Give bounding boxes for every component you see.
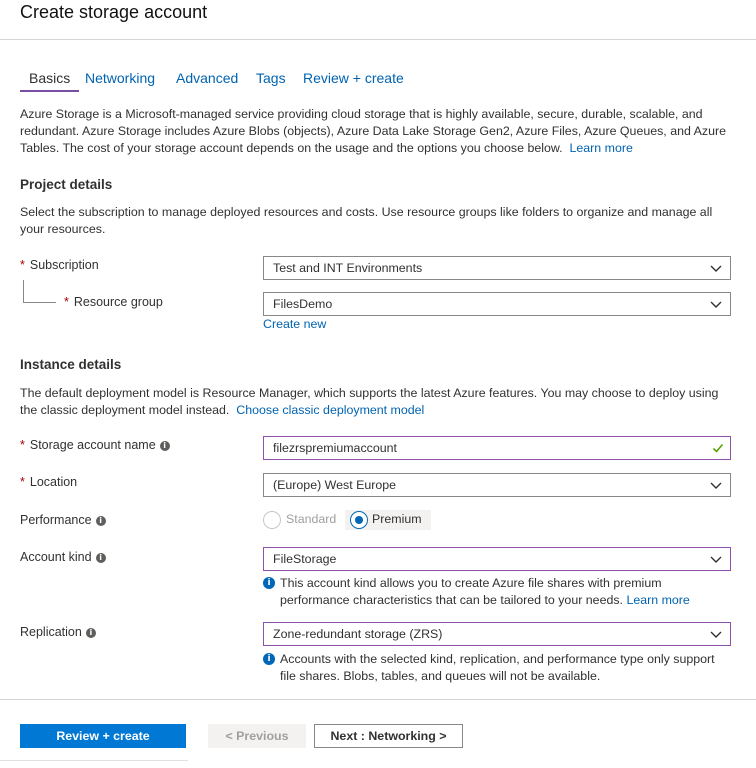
- premium-label[interactable]: Premium: [372, 512, 422, 526]
- account-kind-label-text: Account kind: [20, 550, 92, 564]
- resource-group-select[interactable]: [263, 292, 731, 316]
- chevron-down-icon: [710, 263, 722, 273]
- page-title: Create storage account: [20, 2, 208, 22]
- account-kind-learn-more-link[interactable]: Learn more: [626, 593, 690, 607]
- location-value: (Europe) West Europe: [273, 478, 397, 492]
- intro-text: Azure Storage is a Microsoft-managed service providing cloud storage that is highly available, secure, durable, scalable, and redundant. Azure Storage includes Azure Blobs (objects), Azure Data Lake Storage Gen2, Azure Files, Azure Queues, and Azure Tables. The cost of your storage account depends on the usage and the options you choose below.: [20, 107, 726, 155]
- info-circle-icon: i: [263, 577, 275, 589]
- chevron-down-icon: [710, 554, 722, 564]
- tab-networking[interactable]: Networking: [85, 70, 156, 86]
- standard-label: Standard: [286, 512, 337, 526]
- storage-account-name-label-text: Storage account name: [29, 438, 156, 452]
- replication-label: [20, 623, 96, 641]
- info-icon[interactable]: i: [160, 441, 170, 451]
- project-details-description: Select the subscription to manage deployed resources and costs. Use resource groups like folders to organize and manage all your resources.: [20, 205, 713, 236]
- previous-button: < Previous: [208, 724, 306, 748]
- info-icon[interactable]: i: [96, 553, 106, 563]
- bottom-edge-line: [0, 760, 188, 761]
- chevron-down-icon: [710, 629, 722, 639]
- tree-connector-horizontal: [23, 302, 56, 303]
- account-kind-value: FileStorage: [273, 552, 337, 566]
- subscription-label-text: Subscription: [29, 258, 99, 272]
- required-asterisk: *: [20, 475, 25, 489]
- account-kind-select[interactable]: [263, 547, 731, 571]
- subscription-select[interactable]: [263, 256, 731, 280]
- performance-radio-group: [263, 510, 463, 530]
- instance-details-description: [20, 385, 736, 419]
- chevron-down-icon: [710, 299, 722, 309]
- next-networking-button[interactable]: Next : Networking >: [314, 724, 463, 748]
- tab-review-create[interactable]: Review + create: [303, 70, 404, 86]
- account-kind-info: [280, 575, 730, 609]
- tree-connector-vertical: [23, 280, 24, 302]
- checkmark-icon: [712, 442, 724, 454]
- performance-label: [20, 511, 106, 529]
- subscription-label: [20, 256, 99, 274]
- learn-more-link[interactable]: Learn more: [569, 141, 633, 155]
- storage-account-name-value: filezrspremiumaccount: [273, 441, 397, 455]
- replication-info: Accounts with the selected kind, replication, and performance type only support file shares. Blobs, tables, and queues will not be available.: [280, 652, 715, 683]
- resource-group-label: [64, 293, 163, 311]
- create-new-link[interactable]: Create new: [263, 317, 327, 331]
- header-divider: [0, 39, 756, 40]
- tab-advanced[interactable]: Advanced: [176, 70, 239, 86]
- replication-value: Zone-redundant storage (ZRS): [273, 627, 443, 641]
- info-icon[interactable]: i: [96, 516, 106, 526]
- intro-paragraph: [20, 106, 736, 157]
- info-circle-icon: i: [263, 653, 275, 665]
- replication-label-text: Replication: [20, 625, 82, 639]
- resource-group-value: FilesDemo: [273, 297, 333, 311]
- replication-select[interactable]: [263, 622, 731, 646]
- tab-basics[interactable]: Basics: [20, 64, 79, 92]
- radio-standard: [263, 511, 281, 529]
- storage-account-name-input[interactable]: [263, 436, 731, 460]
- resource-group-label-text: Resource group: [73, 295, 163, 309]
- required-asterisk: *: [20, 258, 25, 272]
- location-label-text: Location: [29, 475, 78, 489]
- tab-tags[interactable]: Tags: [256, 70, 286, 86]
- required-asterisk: *: [20, 438, 25, 452]
- project-details-heading: Project details: [20, 177, 113, 192]
- classic-deployment-link[interactable]: Choose classic deployment model: [236, 403, 425, 417]
- instance-details-heading: Instance details: [20, 357, 122, 372]
- account-kind-info-text: This account kind allows you to create Azure file shares with premium performance characteristics that can be tailored to your needs.: [280, 576, 662, 607]
- required-asterisk: *: [64, 295, 69, 309]
- tab-bar: [20, 64, 720, 92]
- review-create-button[interactable]: Review + create: [20, 724, 186, 748]
- chevron-down-icon: [710, 480, 722, 490]
- instance-description-text: The default deployment model is Resource Manager, which supports the latest Azure features. You may choose to deploy using the classic deployment model instead.: [20, 386, 719, 417]
- location-label: [20, 473, 77, 491]
- info-icon[interactable]: i: [86, 628, 96, 638]
- location-select[interactable]: [263, 473, 731, 497]
- storage-account-name-label: [20, 436, 170, 454]
- account-kind-label: [20, 548, 106, 566]
- subscription-value: Test and INT Environments: [273, 261, 423, 275]
- footer-divider: [0, 699, 756, 700]
- performance-label-text: Performance: [20, 513, 92, 527]
- radio-premium[interactable]: [350, 511, 368, 529]
